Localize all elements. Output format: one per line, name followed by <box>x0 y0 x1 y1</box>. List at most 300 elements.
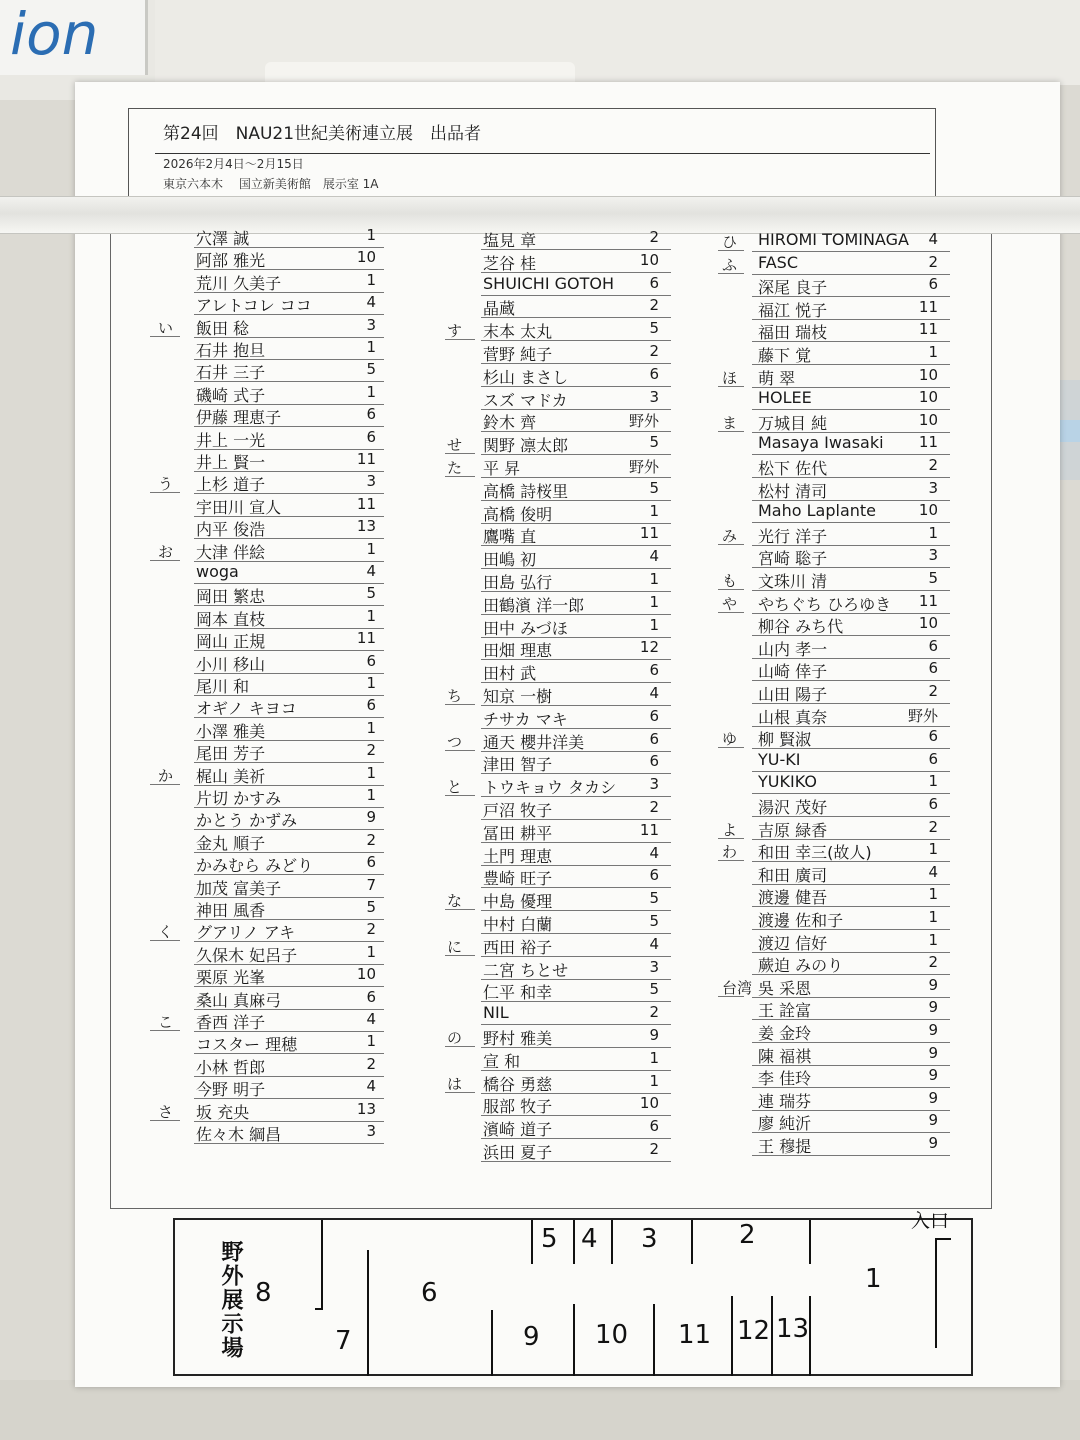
kana-index: ひ <box>722 233 738 251</box>
exhibitor-row <box>718 524 968 547</box>
room-number: 4 <box>366 562 376 580</box>
exhibitor-name: 大津 伴絵 <box>196 542 266 562</box>
room-number: 11 <box>356 629 376 648</box>
exhibitor-name: 平 昇 <box>483 459 521 478</box>
exhibitor-row <box>150 271 400 294</box>
exhibitor-name: 小澤 雅美 <box>196 721 266 741</box>
exhibitor-name: 芝谷 桂 <box>483 253 537 273</box>
room-number: 6 <box>649 866 659 885</box>
exhibitor-name: YUKIKO <box>758 772 817 792</box>
exhibitor-row <box>718 230 968 253</box>
room-11: 11 <box>678 1320 712 1350</box>
row-underline <box>752 1155 950 1156</box>
exhibitor-row <box>150 248 400 271</box>
exhibitor-row <box>718 772 968 795</box>
exhibitor-name: 香西 洋子 <box>196 1013 266 1032</box>
exhibitor-row <box>445 1094 695 1117</box>
room-number: 6 <box>928 749 938 768</box>
kana-index: す <box>447 322 463 341</box>
exhibitor-name: 田村 武 <box>483 664 537 684</box>
room-number: 1 <box>649 615 659 634</box>
kana-index: か <box>158 766 174 785</box>
room-number: 1 <box>928 930 938 949</box>
exhibitor-row <box>718 320 968 343</box>
exhibitor-name: 津田 智子 <box>483 755 553 775</box>
exhibitor-row <box>150 741 400 764</box>
exhibitor-name: 宣 和 <box>483 1051 521 1071</box>
room-3: 3 <box>641 1224 658 1254</box>
exhibitor-row <box>718 682 968 705</box>
exhibitor-name: 萌 翠 <box>758 368 796 388</box>
room-number: 4 <box>366 293 376 312</box>
room-number: 1 <box>928 772 938 791</box>
exhibitor-name: 小川 移山 <box>196 654 266 674</box>
room-number: 6 <box>649 1117 659 1136</box>
exhibitor-row <box>718 840 968 863</box>
exhibitor-name: 渡邊 佐和子 <box>758 911 844 930</box>
room-number: 9 <box>366 808 376 827</box>
room-number: 9 <box>928 1088 938 1107</box>
background-sign <box>0 0 148 75</box>
room-number: 1 <box>928 523 938 542</box>
exhibitor-name: 和田 幸三(故人) <box>758 843 872 863</box>
kana-index: こ <box>158 1013 174 1031</box>
exhibitor-name: 岡田 繁忠 <box>196 587 266 607</box>
exhibitor-row <box>718 863 968 886</box>
exhibitor-name: 宇田川 宣人 <box>196 497 282 517</box>
list-header <box>128 108 936 197</box>
exhibition-dates: 2026年2月4日～2月15日 <box>163 157 304 171</box>
room-number: 11 <box>639 820 659 839</box>
exhibitor-name: 文珠川 清 <box>758 572 828 591</box>
exhibitor-row <box>445 319 695 342</box>
kana-underline <box>718 996 744 997</box>
kana-underline <box>150 560 180 561</box>
room-number: 2 <box>649 296 659 315</box>
room-number: 1 <box>366 786 376 804</box>
kana-index: た <box>447 459 463 477</box>
kana-index: は <box>447 1074 463 1093</box>
room-number: 6 <box>649 752 659 771</box>
room-number: 2 <box>928 817 938 836</box>
exhibitor-name: 尾田 芳子 <box>196 744 266 764</box>
room-number: 5 <box>366 898 376 916</box>
room-6: 6 <box>421 1278 438 1308</box>
room-number: 2 <box>649 1140 659 1158</box>
exhibitor-row <box>150 338 400 361</box>
room-number: 4 <box>928 230 938 248</box>
exhibitor-row <box>718 998 968 1021</box>
room-number: 12 <box>639 638 659 657</box>
floor-plan <box>173 1210 973 1376</box>
exhibitor-row <box>445 1140 695 1163</box>
room-1: 1 <box>865 1264 882 1294</box>
kana-index: ま <box>722 413 738 432</box>
exhibitor-row <box>150 316 400 339</box>
exhibitor-row <box>150 562 400 585</box>
room-number: 10 <box>356 248 376 267</box>
exhibitor-row <box>150 517 400 540</box>
exhibitor-name: トウキョウ タカシ <box>483 778 617 798</box>
exhibitor-row <box>445 388 695 411</box>
room-number: 2 <box>928 953 938 972</box>
exhibitor-row <box>150 405 400 428</box>
exhibitor-row <box>150 808 400 831</box>
exhibitor-row <box>150 540 400 563</box>
room-number: 10 <box>918 365 938 384</box>
exhibitor-name: Masaya Iwasaki <box>758 433 884 453</box>
exhibitor-row <box>718 456 968 479</box>
room-number: 2 <box>366 1054 376 1073</box>
kana-underline <box>445 704 475 705</box>
exhibitor-name: FASC <box>758 252 799 272</box>
kana-index: さ <box>158 1102 174 1121</box>
exhibitor-row <box>718 953 968 976</box>
exhibitor-row <box>150 450 400 473</box>
room-number: 5 <box>649 433 659 452</box>
exhibitor-name: 栗原 光峯 <box>196 968 266 988</box>
room-number: 2 <box>366 741 376 760</box>
exhibitor-row <box>150 1100 400 1123</box>
room-number: 11 <box>918 320 938 339</box>
kana-index: に <box>447 937 463 956</box>
kana-index: お <box>158 542 174 561</box>
exhibitor-row <box>150 652 400 675</box>
floor-wall <box>573 1220 575 1264</box>
room-number: 11 <box>918 591 938 610</box>
exhibitor-row <box>718 1111 968 1134</box>
room-number: 6 <box>928 275 938 294</box>
floor-wall <box>935 1238 951 1240</box>
exhibitor-row <box>718 569 968 592</box>
exhibitor-row <box>718 818 968 841</box>
exhibitor-name: 菅野 純子 <box>483 345 553 364</box>
exhibitor-name: 井上 賢一 <box>196 453 266 472</box>
kana-index: わ <box>722 843 738 862</box>
exhibitor-row <box>718 298 968 321</box>
exhibitor-name: 福田 瑞枝 <box>758 323 828 343</box>
exhibitor-row <box>445 479 695 502</box>
kana-index: ふ <box>722 255 738 274</box>
kana-underline <box>150 1030 180 1031</box>
exhibitor-row <box>445 296 695 319</box>
room-number: 3 <box>649 957 659 976</box>
room-number: 2 <box>649 798 659 816</box>
kana-index: な <box>447 892 463 911</box>
exhibitor-name: 浜田 夏子 <box>483 1143 553 1162</box>
exhibitor-name: 中島 優理 <box>483 892 553 912</box>
room-number: 6 <box>649 661 659 680</box>
room-number: 1 <box>366 1032 376 1051</box>
room-number: 9 <box>928 1111 938 1130</box>
exhibitor-name: 山根 真奈 <box>758 707 828 727</box>
exhibitor-row <box>150 764 400 787</box>
exhibitor-name: 柳谷 みち代 <box>758 617 844 637</box>
room-number: 5 <box>649 478 659 497</box>
room-number: 4 <box>649 843 659 862</box>
exhibitor-row <box>445 707 695 730</box>
exhibitor-row <box>150 898 400 921</box>
floor-wall <box>935 1238 937 1348</box>
exhibitor-row <box>150 495 400 518</box>
exhibitor-row <box>718 705 968 728</box>
exhibitor-name: チサカ マキ <box>483 709 568 729</box>
room-number: 9 <box>928 1134 938 1152</box>
exhibitor-name: 高橋 俊明 <box>483 504 553 524</box>
exhibitor-row <box>718 275 968 298</box>
room-number: 10 <box>918 501 938 520</box>
room-number: 野外 <box>628 412 659 431</box>
exhibitor-row <box>150 1010 400 1033</box>
exhibitor-name: 濱崎 道子 <box>483 1120 553 1140</box>
exhibitor-row <box>150 696 400 719</box>
exhibitor-row <box>718 433 968 456</box>
room-number: 6 <box>928 659 938 678</box>
exhibitor-name: 柳 賢淑 <box>758 730 812 750</box>
exhibitor-name: 吳 采恩 <box>758 978 812 998</box>
room-number: 5 <box>649 889 659 908</box>
exhibitor-row <box>445 638 695 661</box>
exhibitor-row <box>718 1066 968 1089</box>
exhibition-venue: 東京六本木 国立新美術館 展示室 1A <box>163 177 379 191</box>
exhibitor-name: 知京 一樹 <box>483 687 553 706</box>
kana-underline <box>718 544 744 545</box>
exhibitor-row <box>718 637 968 660</box>
exhibitor-row <box>150 226 400 249</box>
room-number: 1 <box>928 908 938 926</box>
room-number: 1 <box>649 592 659 611</box>
exhibitor-name: 橋谷 勇慈 <box>483 1074 553 1094</box>
exhibitor-row <box>718 501 968 524</box>
exhibitor-name: 蕨迫 みのり <box>758 956 844 976</box>
room-number: 3 <box>928 478 938 497</box>
exhibitor-row <box>445 935 695 958</box>
room-number: 3 <box>366 1122 376 1140</box>
room-number: 1 <box>366 226 376 244</box>
exhibitor-name: かとう かずみ <box>196 811 298 831</box>
kana-underline <box>445 1046 475 1047</box>
kana-underline <box>445 453 475 454</box>
exhibitor-row <box>150 853 400 876</box>
exhibitor-row <box>718 546 968 569</box>
exhibitor-row <box>445 365 695 388</box>
exhibitor-row <box>150 607 400 630</box>
exhibitor-name: かみむら みどり <box>196 856 314 876</box>
row-underline <box>194 1143 384 1144</box>
exhibitor-name: 福江 悦子 <box>758 300 828 320</box>
room-number: 1 <box>928 343 938 361</box>
exhibitor-name: 尾川 和 <box>196 677 250 696</box>
exhibitor-row <box>445 980 695 1003</box>
exhibitor-name: 久保木 妃呂子 <box>196 945 298 965</box>
exhibitor-row <box>445 228 695 251</box>
exhibitor-name: 石井 三子 <box>196 363 266 383</box>
exhibitor-name: 末本 太丸 <box>483 322 553 342</box>
room-9: 9 <box>523 1322 540 1352</box>
exhibitor-row <box>150 293 400 316</box>
room-number: 2 <box>928 456 938 474</box>
exhibitor-name: 上杉 道子 <box>196 475 266 495</box>
room-number: 4 <box>649 934 659 953</box>
kana-underline <box>718 273 744 274</box>
room-number: 2 <box>366 920 376 939</box>
room-number: 1 <box>366 539 376 558</box>
exhibitor-name: 服部 牧子 <box>483 1097 553 1117</box>
kana-index: や <box>722 594 738 613</box>
room-number: 3 <box>928 546 938 565</box>
exhibitor-name: 宮崎 聡子 <box>758 549 828 569</box>
exhibitor-row <box>445 524 695 547</box>
kana-index: つ <box>447 732 463 751</box>
floor-wall <box>731 1296 733 1376</box>
exhibitor-row <box>150 428 400 451</box>
kana-index: ほ <box>722 368 738 387</box>
exhibitor-row <box>445 456 695 479</box>
exhibitor-row <box>445 342 695 365</box>
room-number: 11 <box>918 433 938 452</box>
room-number: 9 <box>928 975 938 994</box>
floor-wall <box>611 1220 613 1264</box>
room-number: 2 <box>649 228 659 246</box>
room-number: 10 <box>356 965 376 984</box>
room-number: 9 <box>928 998 938 1017</box>
exhibitor-name: 戸沼 牧子 <box>483 801 553 820</box>
floor-wall <box>691 1220 693 1264</box>
exhibitor-row <box>445 251 695 274</box>
kana-underline <box>150 336 180 337</box>
room-number: 1 <box>366 942 376 961</box>
floor-wall <box>531 1220 533 1264</box>
exhibitor-name: 小林 哲郎 <box>196 1057 266 1077</box>
room-number: 5 <box>366 360 376 379</box>
exhibitor-name: 田鶴濱 洋一郎 <box>483 595 585 615</box>
exhibitor-name: 深尾 良子 <box>758 278 828 298</box>
room-number: 5 <box>366 584 376 603</box>
room-number: 1 <box>366 382 376 401</box>
exhibitor-row <box>445 661 695 684</box>
room-10: 10 <box>595 1320 629 1350</box>
room-number: 9 <box>928 1066 938 1085</box>
room-number: 6 <box>649 729 659 748</box>
row-underline <box>481 1161 671 1162</box>
exhibitor-row <box>718 727 968 750</box>
exhibitor-name: 湯沢 茂好 <box>758 798 828 817</box>
room-number: 1 <box>366 763 376 782</box>
exhibitor-row <box>150 920 400 943</box>
room-number: 1 <box>649 501 659 520</box>
exhibitor-row <box>718 343 968 366</box>
room-number: 1 <box>928 840 938 859</box>
exhibitor-name: 山内 孝一 <box>758 639 828 659</box>
kana-index: と <box>447 778 463 797</box>
exhibitor-name: 王 穆提 <box>758 1137 812 1156</box>
header-rule <box>155 153 930 154</box>
room-number: 3 <box>649 387 659 406</box>
floor-wall <box>321 1220 323 1310</box>
exhibitor-name: 岡山 正規 <box>196 632 266 652</box>
exhibitor-row <box>445 1049 695 1072</box>
room-13: 13 <box>776 1314 810 1344</box>
exhibitor-name: 晶蔵 <box>483 299 516 319</box>
exhibitor-row <box>718 1089 968 1112</box>
exhibitor-row <box>445 1026 695 1049</box>
kana-underline <box>718 612 744 613</box>
outdoor-exhibit-label: 野外展示場 <box>218 1240 243 1360</box>
exhibitor-row <box>445 616 695 639</box>
kana-underline <box>718 431 744 432</box>
kana-underline <box>718 250 744 251</box>
exhibitor-name: オギノ キヨコ <box>196 699 297 719</box>
exhibitor-name: 山田 陽子 <box>758 685 828 704</box>
exhibitor-row <box>150 831 400 854</box>
floor-wall <box>573 1304 575 1376</box>
exhibitor-name: 今野 明子 <box>196 1080 266 1100</box>
exhibitor-name: 連 瑞芬 <box>758 1091 812 1111</box>
kana-underline <box>445 795 475 796</box>
kana-index: く <box>158 923 174 942</box>
kana-underline <box>445 955 475 956</box>
room-number: 4 <box>928 862 938 881</box>
exhibitor-row <box>445 775 695 798</box>
kana-index: も <box>722 572 738 590</box>
room-number: 2 <box>649 342 659 360</box>
exhibitor-name: 内平 俊浩 <box>196 520 266 540</box>
room-number: 9 <box>649 1026 659 1044</box>
exhibitor-row <box>150 876 400 899</box>
room-number: 9 <box>928 1021 938 1039</box>
exhibitor-name: 仁平 和幸 <box>483 983 553 1003</box>
exhibitor-row <box>150 629 400 652</box>
exhibitor-row <box>150 472 400 495</box>
floor-wall <box>809 1296 811 1376</box>
room-number: 2 <box>366 830 376 849</box>
room-number: 6 <box>649 706 659 725</box>
exhibitor-name: 坂 充央 <box>196 1102 250 1122</box>
exhibitor-row <box>445 844 695 867</box>
room-number: 5 <box>649 980 659 999</box>
kana-underline <box>718 589 744 590</box>
kana-index: せ <box>447 436 463 455</box>
room-number: 1 <box>366 270 376 289</box>
exhibitor-name: 田畑 理恵 <box>483 641 553 661</box>
exhibitor-row <box>150 719 400 742</box>
exhibitor-row <box>445 1003 695 1026</box>
room-number: 4 <box>649 547 659 566</box>
room-number: 9 <box>928 1043 938 1062</box>
exhibitor-name: 鷹嘴 直 <box>483 527 537 547</box>
room-number: 4 <box>649 684 659 702</box>
room-number: 6 <box>928 727 938 746</box>
room-number: 13 <box>356 1099 376 1118</box>
room-number: 1 <box>649 1071 659 1090</box>
exhibitor-name: 穴澤 誠 <box>196 229 250 248</box>
exhibitor-name: 伊藤 理恵子 <box>196 408 282 428</box>
exhibitor-row <box>150 786 400 809</box>
room-2: 2 <box>739 1220 756 1250</box>
room-number: 7 <box>366 875 376 894</box>
room-4: 4 <box>581 1224 598 1254</box>
exhibitor-name: 神田 風香 <box>196 901 266 920</box>
kana-index: い <box>158 318 174 337</box>
room-number: 11 <box>356 494 376 513</box>
exhibitor-name: グアリノ アキ <box>196 923 296 943</box>
exhibitor-row <box>445 502 695 525</box>
exhibitor-row <box>150 988 400 1011</box>
exhibitor-name: 光行 洋子 <box>758 526 828 546</box>
exhibitor-name: 和田 廣司 <box>758 865 828 885</box>
exhibitor-row <box>718 614 968 637</box>
exhibitor-row <box>150 584 400 607</box>
